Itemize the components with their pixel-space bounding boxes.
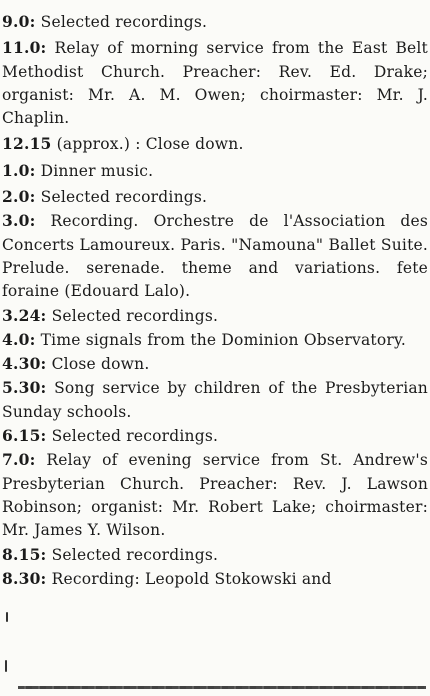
entry-time: 2.0: <box>2 187 36 207</box>
entry-description: Dinner music. <box>35 161 154 180</box>
entry-description: Relay of morning service from the East Belt Methodist Church. Preacher: Rev. Ed. Drake; organist: Mr. A. M. Owen; choirmaster: Mr. J. Chaplin. <box>2 39 428 128</box>
entry-time: 4.0: <box>2 329 36 349</box>
print-speck <box>6 612 8 622</box>
entry-description: Relay of evening service from St. Andrew's Presbyterian Church. Preacher: Rev. J. Lawson Robinson; organist: Mr. Robert Lake; choirmaster: Mr. James Y. Wilson. <box>2 451 428 540</box>
programme-entry-1900 <box>2 448 428 542</box>
entry-time: 8.15: <box>2 544 47 564</box>
entry-time: 3.0: <box>2 211 36 231</box>
entry-description: Close down. <box>46 355 150 374</box>
entry-time: 11.0: <box>2 38 47 58</box>
entry-description: Time signals from the Dominion Observatory. <box>35 330 406 349</box>
entry-description: Selected recordings. <box>35 13 208 31</box>
entry-time: 6.15: <box>2 426 47 446</box>
entry-time: 12.15 <box>2 134 52 154</box>
programme-entry-1815 <box>2 424 428 448</box>
entry-description: Selected recordings. <box>46 306 219 325</box>
programme-entry-2015 <box>2 543 428 567</box>
bottom-rule <box>18 686 426 689</box>
programme-entry-1500 <box>2 209 428 303</box>
entry-time: 9.0: <box>2 12 36 31</box>
print-speck <box>5 660 7 672</box>
programme-entry-1400 <box>2 185 428 209</box>
entry-description: Recording: Leopold Stokowski and <box>46 569 332 588</box>
programme-entry-1215 <box>2 132 428 156</box>
programme-entry-2030 <box>2 567 428 591</box>
programme-entry-1730 <box>2 376 428 424</box>
entry-description: Selected recordings. <box>46 427 219 446</box>
entry-time: 1.0: <box>2 160 36 180</box>
entry-description: (approx.) : Close down. <box>51 135 244 154</box>
entry-description: Selected recordings. <box>35 188 208 207</box>
programme-entry-1524 <box>2 304 428 328</box>
programme-entry-1100 <box>2 36 428 130</box>
entry-description: Selected recordings. <box>46 545 219 564</box>
entry-description: Song service by children of the Presbyterian Sunday schools. <box>2 379 428 421</box>
entry-time: 4.30: <box>2 354 47 374</box>
programme-entry-1300 <box>2 159 428 183</box>
programme-entry-1630 <box>2 352 428 376</box>
programme-entry-0900 <box>2 10 428 34</box>
entry-time: 5.30: <box>2 378 47 398</box>
entry-time: 7.0: <box>2 450 36 470</box>
entry-time: 3.24: <box>2 305 47 325</box>
entry-time: 8.30: <box>2 568 47 588</box>
radio-programme-listing <box>2 10 428 591</box>
programme-entry-1600 <box>2 328 428 352</box>
entry-description: Recording. Orchestre de l'Association des Concerts Lamoureux. Paris. "Namouna" Ballet Suite. Prelude. serenade. theme and variations. fete foraine (Edouard Lalo). <box>2 212 428 301</box>
